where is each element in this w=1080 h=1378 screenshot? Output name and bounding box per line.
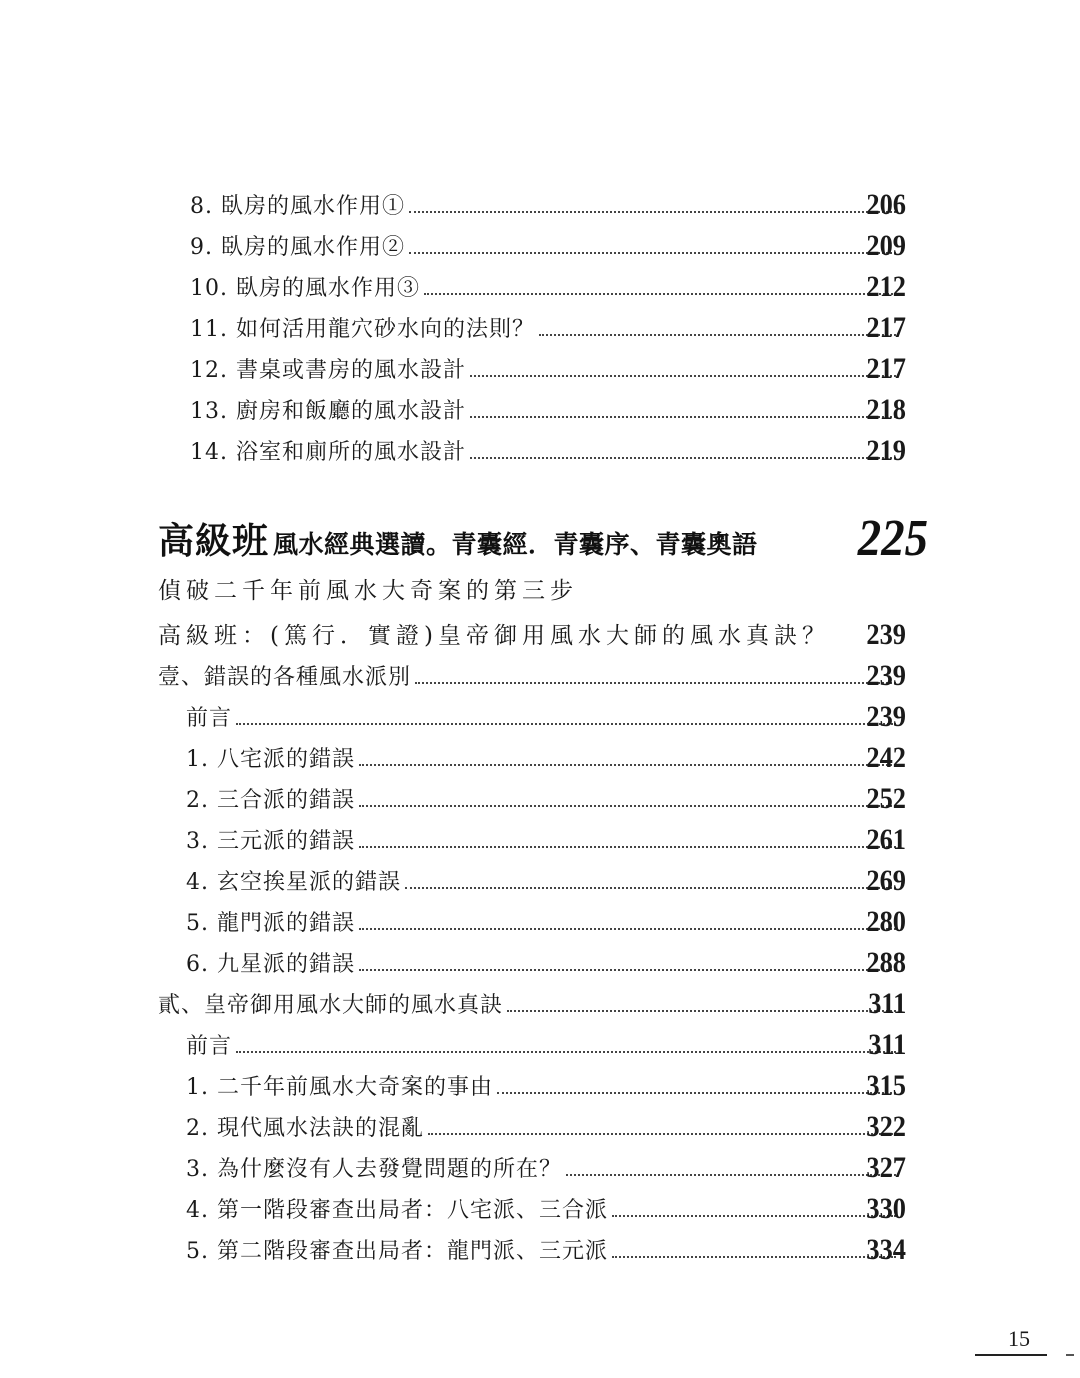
toc-entry-page: 242: [866, 741, 906, 774]
toc-entry-page: 288: [866, 946, 906, 979]
toc-entry-title: 3. 為什麼沒有人去發覺問題的所在？: [186, 1157, 562, 1182]
toc-entry-page: 217: [866, 352, 906, 385]
toc-entry-title: 14. 浴室和廁所的風水設計: [190, 440, 466, 465]
course-entry: [158, 612, 906, 652]
toc-entry-title: 5. 龍門派的錯誤: [186, 911, 355, 936]
toc-entry: [186, 1063, 906, 1103]
toc-entry: [186, 940, 906, 980]
dot-leader: [612, 1215, 896, 1217]
toc-entry-title: 10. 臥房的風水作用③: [190, 276, 420, 301]
toc-entry-page: 269: [866, 864, 906, 897]
toc-entry-page: 239: [866, 700, 906, 733]
dot-leader: [236, 1051, 896, 1053]
toc-entry-title: 12. 書桌或書房的風水設計: [190, 358, 466, 383]
folio-rule-tick: [1066, 1354, 1074, 1356]
toc-entry: [186, 1022, 906, 1062]
toc-entry: [186, 1227, 906, 1267]
chapter-title-sub: 風水經典選讀。青囊經．青囊序、青囊奧語: [273, 530, 758, 559]
toc-entry: [190, 182, 906, 222]
toc-entry: [190, 428, 906, 468]
chapter-subtitle: 偵破二千年前風水大奇案的第三步: [158, 578, 578, 604]
toc-entry-title: 1. 八宅派的錯誤: [186, 747, 355, 772]
dot-leader: [612, 1256, 896, 1258]
toc-entry-title: 4. 第一階段審查出局者：八宅派、三合派: [186, 1198, 608, 1223]
part-title: 壹、錯誤的各種風水派別: [158, 665, 412, 690]
dot-leader: [409, 211, 896, 213]
part-entry: [158, 653, 906, 693]
part-page: 239: [866, 659, 906, 692]
dot-leader: [470, 375, 896, 377]
toc-entry-page: 280: [866, 905, 906, 938]
dot-leader: [415, 682, 896, 684]
toc-entry-title: 2. 現代風水法訣的混亂: [186, 1116, 424, 1141]
toc-entry-page: 315: [866, 1069, 906, 1102]
toc-entry-title: 8. 臥房的風水作用①: [190, 194, 405, 219]
toc-entry: [190, 387, 906, 427]
toc-entry: [186, 776, 906, 816]
toc-entry-page: 219: [866, 434, 906, 467]
toc-entry-page: 217: [866, 311, 906, 344]
dot-leader: [359, 805, 896, 807]
dot-leader: [359, 928, 896, 930]
toc-entry: [190, 305, 906, 345]
toc-entry-title: 1. 二千年前風水大奇案的事由: [186, 1075, 493, 1100]
dot-leader: [428, 1133, 896, 1135]
toc-entry-title: 6. 九星派的錯誤: [186, 952, 355, 977]
toc-entry-page: 334: [866, 1233, 906, 1266]
toc-entry: [190, 346, 906, 386]
dot-leader: [359, 846, 896, 848]
dot-leader: [405, 887, 896, 889]
toc-entry: [190, 223, 906, 263]
dot-leader: [409, 252, 896, 254]
dot-leader: [470, 457, 896, 459]
course-page: 239: [866, 618, 906, 651]
folio-rule: [975, 1354, 1047, 1356]
toc-entry: [186, 694, 906, 734]
toc-entry: [186, 1104, 906, 1144]
dot-leader: [566, 1174, 896, 1176]
toc-entry-page: 212: [866, 270, 906, 303]
toc-entry-title: 2. 三合派的錯誤: [186, 788, 355, 813]
toc-entry-title: 4. 玄空挨星派的錯誤: [186, 870, 401, 895]
part-page: 311: [867, 987, 906, 1020]
page-number: 15: [1008, 1326, 1030, 1351]
chapter-title-main: 高級班: [158, 521, 270, 562]
toc-entry-title: 5. 第二階段審查出局者：龍門派、三元派: [186, 1239, 608, 1264]
dot-leader: [236, 723, 896, 725]
dot-leader: [470, 416, 896, 418]
toc-entry-page: 252: [866, 782, 906, 815]
toc-entry-page: 330: [866, 1192, 906, 1225]
toc-entry: [186, 899, 906, 939]
part-entry: [158, 981, 906, 1021]
toc-entry: [186, 1186, 906, 1226]
dot-leader: [359, 969, 896, 971]
toc-entry: [186, 858, 906, 898]
toc-entry: [186, 735, 906, 775]
toc-entry-page: 322: [866, 1110, 906, 1143]
toc-entry-title: 9. 臥房的風水作用②: [190, 235, 405, 260]
toc-entry: [186, 817, 906, 857]
toc-entry-title: 3. 三元派的錯誤: [186, 829, 355, 854]
toc-entry-page: 261: [866, 823, 906, 856]
toc-entry-page: 209: [866, 229, 906, 262]
toc-entry-page: 218: [866, 393, 906, 426]
toc-entry-title: 前言: [186, 706, 233, 731]
toc-entry-page: 311: [867, 1028, 906, 1061]
part-title: 貳、皇帝御用風水大師的風水真訣: [158, 993, 504, 1018]
toc-entry-title: 11. 如何活用龍穴砂水向的法則？: [190, 317, 535, 342]
toc-entry-page: 327: [866, 1151, 906, 1184]
toc-entry: [190, 264, 906, 304]
toc-entry-title: 前言: [186, 1034, 233, 1059]
dot-leader: [497, 1092, 896, 1094]
toc-entry-page: 206: [866, 188, 906, 221]
dot-leader: [424, 293, 896, 295]
dot-leader: [507, 1010, 896, 1012]
dot-leader: [359, 764, 896, 766]
course-title: 高級班：(篤行．實證)皇帝御用風水大師的風水真訣？: [158, 623, 830, 649]
dot-leader: [539, 334, 896, 336]
chapter-page: 225: [857, 510, 928, 567]
toc-entry-title: 13. 廚房和飯廳的風水設計: [190, 399, 466, 424]
chapter-heading: [158, 504, 928, 567]
toc-entry: [186, 1145, 906, 1185]
